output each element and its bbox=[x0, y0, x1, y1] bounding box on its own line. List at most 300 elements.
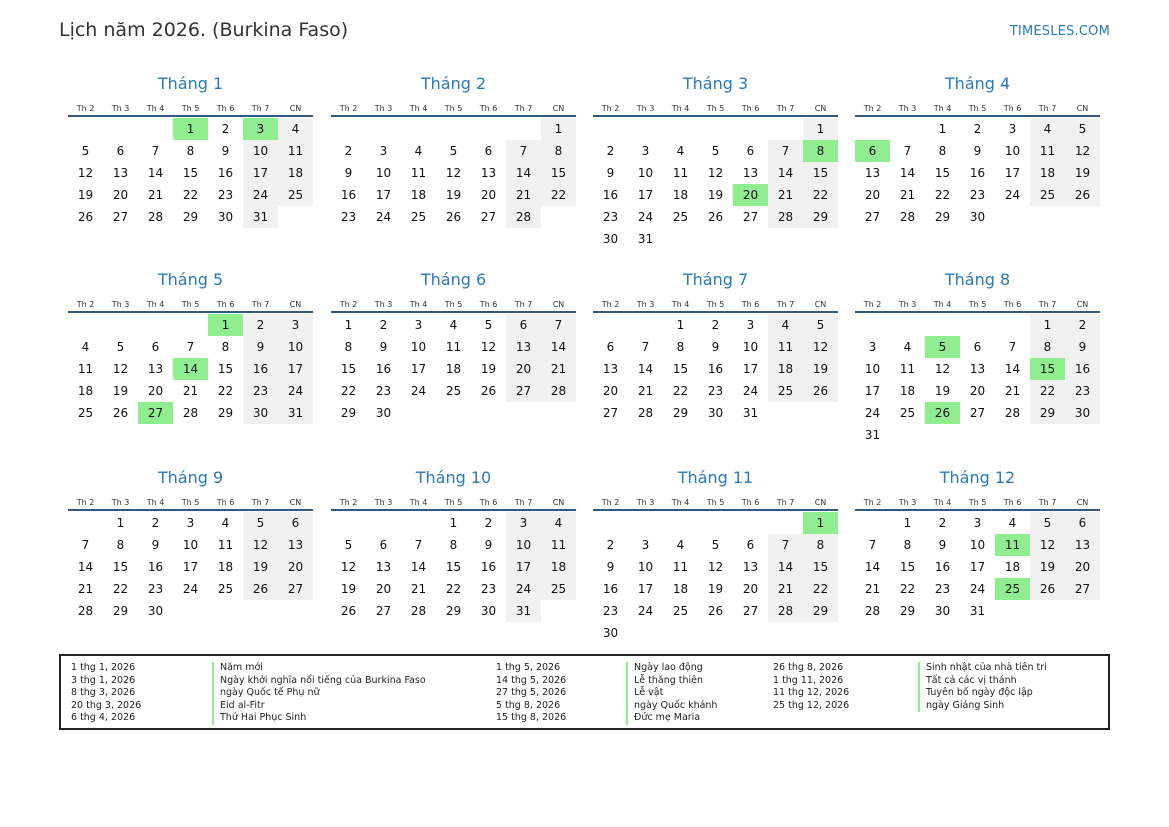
weekend-day-cell: 26 bbox=[1030, 578, 1065, 600]
week-row bbox=[855, 206, 1100, 228]
day-cell: 3 bbox=[868, 340, 877, 354]
empty-day-cell bbox=[855, 118, 890, 140]
day-cell: 9 bbox=[711, 340, 720, 354]
month-calendar bbox=[331, 73, 576, 228]
weekday-label: Th 6 bbox=[479, 300, 498, 309]
holiday-day-cell: 1 bbox=[208, 314, 243, 336]
week-row bbox=[68, 556, 313, 578]
day-cell: 3 bbox=[641, 144, 650, 158]
week-row bbox=[855, 600, 1100, 622]
weekend-day-cell: 2 bbox=[1065, 314, 1100, 336]
day-cell: 12 bbox=[707, 166, 724, 180]
week-row bbox=[593, 534, 838, 556]
day-cell: 5 bbox=[711, 538, 720, 552]
legend-holiday-name: Đức mẹ Maria bbox=[626, 712, 717, 725]
legend-date: 15 thg 8, 2026 bbox=[496, 712, 567, 723]
empty-day-cell bbox=[1065, 600, 1100, 622]
weekday-label: Th 4 bbox=[671, 300, 690, 309]
week-row bbox=[855, 314, 1100, 336]
legend-holiday-name: Tuyên bố ngày độc lập bbox=[918, 687, 1047, 700]
month-title: Tháng 7 bbox=[682, 270, 749, 289]
week-row bbox=[593, 206, 838, 228]
weekend-day-cell: 12 bbox=[1030, 534, 1065, 556]
day-cell: 26 bbox=[112, 406, 129, 420]
day-cell: 6 bbox=[116, 144, 125, 158]
day-cell: 4 bbox=[676, 144, 685, 158]
weekend-day-cell: 27 bbox=[278, 578, 313, 600]
weekday-label: Th 7 bbox=[514, 300, 533, 309]
day-cell: 7 bbox=[641, 340, 650, 354]
day-cell: 19 bbox=[707, 582, 724, 596]
day-cell: 27 bbox=[602, 406, 619, 420]
weekday-label: Th 4 bbox=[933, 104, 952, 113]
week-row bbox=[331, 206, 576, 228]
weekend-day-cell: 5 bbox=[243, 512, 278, 534]
month-calendar bbox=[68, 73, 313, 228]
legend-holiday-name: Ngày lao động bbox=[626, 662, 717, 675]
weekday-label: Th 3 bbox=[898, 300, 917, 309]
week-row bbox=[855, 184, 1100, 206]
week-row bbox=[68, 402, 313, 424]
empty-day-cell bbox=[593, 314, 628, 336]
weekday-label: Th 5 bbox=[181, 300, 200, 309]
weekend-day-cell: 4 bbox=[1030, 118, 1065, 140]
day-cell: 11 bbox=[445, 340, 462, 354]
day-cell: 4 bbox=[414, 144, 423, 158]
legend-date: 14 thg 5, 2026 bbox=[496, 674, 567, 686]
empty-day-cell bbox=[890, 314, 925, 336]
empty-day-cell bbox=[593, 512, 628, 534]
day-cell: 21 bbox=[147, 188, 164, 202]
day-cell: 26 bbox=[445, 210, 462, 224]
empty-day-cell bbox=[855, 512, 890, 534]
day-cell: 18 bbox=[445, 362, 462, 376]
day-cell: 22 bbox=[182, 188, 199, 202]
day-cell: 17 bbox=[182, 560, 199, 574]
legend-date: 25 thg 12, 2026 bbox=[773, 699, 850, 711]
week-row bbox=[331, 512, 576, 534]
weekend-day-cell: 14 bbox=[768, 556, 803, 578]
empty-day-cell bbox=[366, 118, 401, 140]
weekday-label: Th 3 bbox=[374, 104, 393, 113]
day-cell: 27 bbox=[742, 604, 759, 618]
weekday-label: Th 7 bbox=[776, 300, 795, 309]
weekday-label: CN bbox=[552, 104, 565, 113]
weekday-header bbox=[593, 490, 838, 511]
empty-day-cell bbox=[541, 206, 576, 228]
weekend-day-cell: 27 bbox=[1065, 578, 1100, 600]
day-cell: 8 bbox=[903, 538, 912, 552]
empty-day-cell bbox=[436, 402, 471, 424]
weekend-day-cell: 18 bbox=[768, 358, 803, 380]
day-cell: 20 bbox=[112, 188, 129, 202]
month-calendar bbox=[331, 467, 576, 622]
day-cell: 13 bbox=[864, 166, 881, 180]
day-cell: 11 bbox=[410, 166, 427, 180]
day-cell: 19 bbox=[340, 582, 357, 596]
day-cell: 23 bbox=[602, 210, 619, 224]
day-cell: 8 bbox=[676, 340, 685, 354]
empty-day-cell bbox=[278, 206, 313, 228]
empty-day-cell bbox=[541, 600, 576, 622]
day-cell: 29 bbox=[112, 604, 129, 618]
legend-date: 1 thg 11, 2026 bbox=[773, 674, 844, 686]
weekday-label: CN bbox=[814, 104, 827, 113]
legend-date: 20 thg 3, 2026 bbox=[71, 699, 142, 711]
weekday-header bbox=[68, 96, 313, 117]
day-cell: 1 bbox=[116, 516, 125, 530]
day-cell: 30 bbox=[217, 210, 234, 224]
day-cell: 2 bbox=[711, 318, 720, 332]
day-cell: 11 bbox=[77, 362, 94, 376]
day-cell: 22 bbox=[217, 384, 234, 398]
empty-day-cell bbox=[506, 118, 541, 140]
day-cell: 20 bbox=[602, 384, 619, 398]
week-row bbox=[331, 578, 576, 600]
legend-date-column bbox=[71, 662, 141, 725]
holiday-day-cell: 15 bbox=[1030, 358, 1065, 380]
weekend-day-cell: 14 bbox=[768, 162, 803, 184]
weekend-day-cell: 7 bbox=[506, 140, 541, 162]
day-cell: 8 bbox=[938, 144, 947, 158]
day-cell: 6 bbox=[151, 340, 160, 354]
day-cell: 13 bbox=[742, 560, 759, 574]
week-row bbox=[855, 534, 1100, 556]
day-cell: 16 bbox=[602, 582, 619, 596]
day-cell: 10 bbox=[182, 538, 199, 552]
day-cell: 18 bbox=[1004, 560, 1021, 574]
weekend-day-cell: 21 bbox=[768, 578, 803, 600]
weekday-label: Th 5 bbox=[968, 104, 987, 113]
weekend-day-cell: 21 bbox=[768, 184, 803, 206]
day-cell: 17 bbox=[969, 560, 986, 574]
day-cell: 28 bbox=[864, 604, 881, 618]
weekend-day-cell: 25 bbox=[768, 380, 803, 402]
day-cell: 13 bbox=[112, 166, 129, 180]
day-cell: 16 bbox=[480, 560, 497, 574]
day-cell: 7 bbox=[151, 144, 160, 158]
empty-day-cell bbox=[173, 600, 208, 622]
week-row bbox=[68, 336, 313, 358]
weekday-label: Th 5 bbox=[706, 104, 725, 113]
weekday-header bbox=[855, 292, 1100, 313]
day-cell: 28 bbox=[147, 210, 164, 224]
weekend-day-cell: 10 bbox=[278, 336, 313, 358]
day-cell: 3 bbox=[414, 318, 423, 332]
week-row bbox=[331, 556, 576, 578]
day-cell: 6 bbox=[746, 144, 755, 158]
empty-day-cell bbox=[890, 118, 925, 140]
legend-date: 27 thg 5, 2026 bbox=[496, 687, 567, 698]
month-title: Tháng 2 bbox=[420, 74, 487, 93]
day-cell: 13 bbox=[969, 362, 986, 376]
day-cell: 5 bbox=[711, 144, 720, 158]
weekend-day-cell: 18 bbox=[541, 556, 576, 578]
day-cell: 9 bbox=[938, 538, 947, 552]
day-cell: 7 bbox=[1008, 340, 1017, 354]
day-cell: 17 bbox=[1004, 166, 1021, 180]
day-cell: 23 bbox=[480, 582, 497, 596]
weekend-day-cell: 15 bbox=[803, 556, 838, 578]
day-cell: 18 bbox=[217, 560, 234, 574]
weekday-label: CN bbox=[814, 300, 827, 309]
day-cell: 9 bbox=[151, 538, 160, 552]
day-cell: 11 bbox=[672, 166, 689, 180]
day-cell: 29 bbox=[445, 604, 462, 618]
day-cell: 16 bbox=[375, 362, 392, 376]
day-cell: 5 bbox=[344, 538, 353, 552]
weekend-day-cell: 6 bbox=[278, 512, 313, 534]
empty-day-cell bbox=[768, 118, 803, 140]
empty-day-cell bbox=[541, 402, 576, 424]
weekend-day-cell: 15 bbox=[803, 162, 838, 184]
day-cell: 1 bbox=[344, 318, 353, 332]
day-cell: 2 bbox=[344, 144, 353, 158]
legend-date: 1 thg 5, 2026 bbox=[496, 662, 561, 673]
day-cell: 14 bbox=[147, 166, 164, 180]
day-cell: 10 bbox=[637, 560, 654, 574]
day-cell: 21 bbox=[899, 188, 916, 202]
weekday-header bbox=[855, 96, 1100, 117]
weekend-day-cell: 14 bbox=[541, 336, 576, 358]
day-cell: 4 bbox=[449, 318, 458, 332]
legend-holiday-name: Thứ Hai Phục Sinh bbox=[212, 712, 426, 725]
weekend-day-cell: 23 bbox=[243, 380, 278, 402]
empty-day-cell bbox=[803, 228, 838, 250]
weekend-day-cell: 17 bbox=[506, 556, 541, 578]
weekend-day-cell: 7 bbox=[768, 140, 803, 162]
empty-day-cell bbox=[733, 512, 768, 534]
empty-day-cell bbox=[890, 424, 925, 446]
holiday-day-cell: 3 bbox=[243, 118, 278, 140]
week-row bbox=[593, 140, 838, 162]
empty-day-cell bbox=[663, 512, 698, 534]
day-cell: 29 bbox=[217, 406, 234, 420]
empty-day-cell bbox=[663, 622, 698, 644]
day-cell: 15 bbox=[217, 362, 234, 376]
weekend-day-cell: 29 bbox=[1030, 402, 1065, 424]
week-row bbox=[593, 336, 838, 358]
weekend-day-cell: 17 bbox=[243, 162, 278, 184]
weekday-label: Th 7 bbox=[251, 104, 270, 113]
week-row bbox=[593, 380, 838, 402]
weekend-day-cell: 12 bbox=[243, 534, 278, 556]
day-cell: 4 bbox=[81, 340, 90, 354]
weekday-label: Th 7 bbox=[514, 498, 533, 507]
day-cell: 6 bbox=[746, 538, 755, 552]
empty-day-cell bbox=[243, 600, 278, 622]
week-row bbox=[855, 556, 1100, 578]
day-cell: 4 bbox=[1008, 516, 1017, 530]
day-cell: 15 bbox=[899, 560, 916, 574]
weekend-day-cell: 18 bbox=[1030, 162, 1065, 184]
empty-day-cell bbox=[1030, 600, 1065, 622]
day-cell: 29 bbox=[934, 210, 951, 224]
day-cell: 31 bbox=[742, 406, 759, 420]
day-cell: 13 bbox=[480, 166, 497, 180]
weekday-label: Th 5 bbox=[706, 498, 725, 507]
day-cell: 19 bbox=[480, 362, 497, 376]
weekday-header bbox=[331, 292, 576, 313]
day-cell: 24 bbox=[375, 210, 392, 224]
legend-name-column bbox=[918, 662, 1047, 712]
empty-day-cell bbox=[103, 314, 138, 336]
day-cell: 18 bbox=[77, 384, 94, 398]
day-cell: 15 bbox=[445, 560, 462, 574]
week-row bbox=[593, 512, 838, 534]
day-cell: 10 bbox=[410, 340, 427, 354]
day-cell: 2 bbox=[606, 538, 615, 552]
day-cell: 2 bbox=[973, 122, 982, 136]
day-cell: 14 bbox=[77, 560, 94, 574]
weekday-label: Th 3 bbox=[111, 104, 130, 113]
weekend-day-cell: 1 bbox=[541, 118, 576, 140]
day-cell: 17 bbox=[410, 362, 427, 376]
weekday-label: Th 6 bbox=[479, 104, 498, 113]
weekend-day-cell: 22 bbox=[541, 184, 576, 206]
weekend-day-cell: 4 bbox=[768, 314, 803, 336]
day-cell: 5 bbox=[484, 318, 493, 332]
day-cell: 14 bbox=[410, 560, 427, 574]
weekday-label: CN bbox=[1076, 498, 1089, 507]
day-cell: 22 bbox=[672, 384, 689, 398]
weekend-day-cell: 20 bbox=[506, 358, 541, 380]
day-cell: 2 bbox=[221, 122, 230, 136]
day-cell: 20 bbox=[375, 582, 392, 596]
empty-day-cell bbox=[471, 402, 506, 424]
weekday-label: Th 5 bbox=[444, 104, 463, 113]
empty-day-cell bbox=[1030, 424, 1065, 446]
holiday-day-cell: 14 bbox=[173, 358, 208, 380]
day-cell: 26 bbox=[340, 604, 357, 618]
weekend-day-cell: 31 bbox=[506, 600, 541, 622]
week-row bbox=[593, 600, 838, 622]
weekday-label: Th 4 bbox=[146, 300, 165, 309]
weekend-day-cell: 19 bbox=[803, 358, 838, 380]
day-cell: 5 bbox=[116, 340, 125, 354]
day-cell: 6 bbox=[379, 538, 388, 552]
weekday-label: Th 5 bbox=[968, 300, 987, 309]
day-cell: 22 bbox=[340, 384, 357, 398]
day-cell: 14 bbox=[637, 362, 654, 376]
day-cell: 16 bbox=[217, 166, 234, 180]
legend-name-column bbox=[626, 662, 717, 725]
day-cell: 5 bbox=[81, 144, 90, 158]
legend-name-column bbox=[212, 662, 426, 725]
weekday-label: Th 3 bbox=[374, 300, 393, 309]
empty-day-cell bbox=[1065, 424, 1100, 446]
weekend-day-cell: 10 bbox=[506, 534, 541, 556]
day-cell: 17 bbox=[742, 362, 759, 376]
page-title: Lịch năm 2026. (Burkina Faso) bbox=[59, 19, 349, 41]
day-cell: 30 bbox=[602, 232, 619, 246]
day-cell: 9 bbox=[606, 560, 615, 574]
holiday-legend bbox=[59, 654, 1110, 730]
empty-day-cell bbox=[960, 314, 995, 336]
empty-day-cell bbox=[68, 512, 103, 534]
legend-holiday-name: Năm mới bbox=[212, 662, 426, 675]
day-cell: 31 bbox=[969, 604, 986, 618]
legend-holiday-name: Ngày khởi nghĩa nổi tiếng của Burkina Faso bbox=[212, 675, 426, 688]
weekend-day-cell: 26 bbox=[1065, 184, 1100, 206]
week-row bbox=[68, 184, 313, 206]
weekday-header bbox=[331, 96, 576, 117]
day-cell: 30 bbox=[707, 406, 724, 420]
weekend-day-cell: 7 bbox=[768, 534, 803, 556]
day-cell: 15 bbox=[672, 362, 689, 376]
day-cell: 19 bbox=[934, 384, 951, 398]
weekend-day-cell: 6 bbox=[506, 314, 541, 336]
day-cell: 18 bbox=[410, 188, 427, 202]
weekend-day-cell: 25 bbox=[541, 578, 576, 600]
week-row bbox=[593, 184, 838, 206]
day-cell: 10 bbox=[969, 538, 986, 552]
weekday-label: Th 5 bbox=[706, 300, 725, 309]
weekend-day-cell: 16 bbox=[243, 358, 278, 380]
day-cell: 3 bbox=[973, 516, 982, 530]
day-cell: 26 bbox=[707, 604, 724, 618]
site-logo[interactable]: TIMESLES.COM bbox=[1009, 24, 1110, 39]
empty-day-cell bbox=[471, 118, 506, 140]
weekend-day-cell: 31 bbox=[278, 402, 313, 424]
day-cell: 8 bbox=[221, 340, 230, 354]
weekday-label: Th 7 bbox=[776, 104, 795, 113]
weekend-day-cell: 15 bbox=[541, 162, 576, 184]
day-cell: 30 bbox=[480, 604, 497, 618]
empty-day-cell bbox=[925, 314, 960, 336]
empty-day-cell bbox=[995, 314, 1030, 336]
month-calendar bbox=[593, 73, 838, 250]
weekend-day-cell: 5 bbox=[1065, 118, 1100, 140]
day-cell: 22 bbox=[934, 188, 951, 202]
month-title: Tháng 6 bbox=[420, 270, 487, 289]
week-row bbox=[68, 314, 313, 336]
weekday-label: Th 4 bbox=[409, 300, 428, 309]
holiday-day-cell: 25 bbox=[995, 578, 1030, 600]
month-calendar bbox=[68, 269, 313, 424]
legend-holiday-name: Lễ vật bbox=[626, 687, 717, 700]
month-calendar bbox=[68, 467, 313, 622]
weekend-day-cell: 17 bbox=[278, 358, 313, 380]
weekday-label: Th 6 bbox=[479, 498, 498, 507]
weekday-label: Th 3 bbox=[636, 498, 655, 507]
legend-holiday-name: ngày Quốc tế Phụ nữ bbox=[212, 687, 426, 700]
weekday-label: Th 3 bbox=[111, 300, 130, 309]
day-cell: 16 bbox=[969, 166, 986, 180]
weekend-day-cell: 9 bbox=[1065, 336, 1100, 358]
weekday-label: Th 6 bbox=[216, 300, 235, 309]
empty-day-cell bbox=[995, 600, 1030, 622]
day-cell: 26 bbox=[707, 210, 724, 224]
weekday-label: Th 4 bbox=[933, 300, 952, 309]
weekday-header bbox=[331, 490, 576, 511]
empty-day-cell bbox=[331, 118, 366, 140]
day-cell: 30 bbox=[934, 604, 951, 618]
weekend-day-cell: 3 bbox=[278, 314, 313, 336]
day-cell: 27 bbox=[742, 210, 759, 224]
week-row bbox=[593, 578, 838, 600]
week-row bbox=[855, 424, 1100, 446]
day-cell: 15 bbox=[112, 560, 129, 574]
day-cell: 24 bbox=[182, 582, 199, 596]
legend-date: 3 thg 1, 2026 bbox=[71, 674, 136, 686]
day-cell: 15 bbox=[934, 166, 951, 180]
empty-day-cell bbox=[803, 402, 838, 424]
day-cell: 29 bbox=[899, 604, 916, 618]
day-cell: 15 bbox=[340, 362, 357, 376]
weekend-day-cell: 10 bbox=[243, 140, 278, 162]
weekday-label: Th 2 bbox=[601, 104, 620, 113]
